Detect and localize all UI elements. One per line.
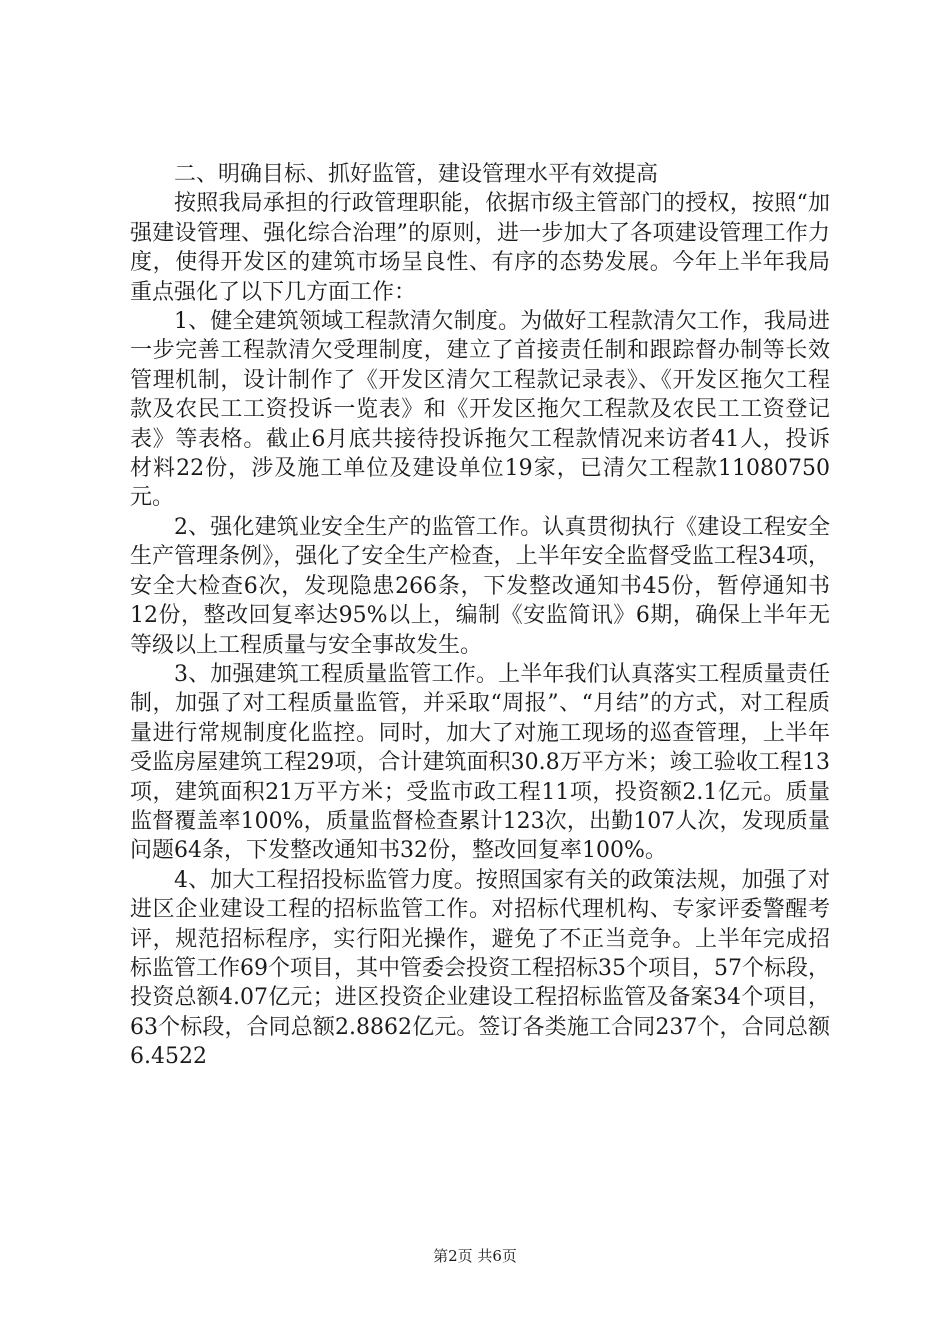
paragraph-intro: 按照我局承担的行政管理职能，依据市级主管部门的授权，按照“加强建设管理、强化综合治理”的原则，进一步加大了各项建设管理工作力度，使得开发区的建筑市场呈良性、有序的态势发展。今年上半年我局重点强化了以下几方面工作：	[130, 191, 830, 305]
document-body	[130, 160, 830, 1072]
paragraph-item-3: 3、加强建筑工程质量监管工作。上半年我们认真落实工程质量责任制，加强了对工程质量监管，并采取“周报”、“月结”的方式，对工程质量进行常规制度化监控。同时，加大了对施工现场的巡查管理，上半年受监房屋建筑工程29项，合计建筑面积30.8万平方米；竣工验收工程13项，建筑面积21万平方米；受监市政工程11项，投资额2.1亿元。质量监督覆盖率100%，质量监督检查累计123次，出勤107人次，发现质量问题64条，下发整改通知书32份，整改回复率100%。	[130, 661, 830, 864]
section-heading: 二、明确目标、抓好监管，建设管理水平有效提高	[174, 162, 659, 187]
paragraph-item-2: 2、强化建筑业安全生产的监管工作。认真贯彻执行《建设工程安全生产管理条例》，强化了安全生产检查，上半年安全监督受监工程34项，安全大检查6次，发现隐患266条，下发整改通知书45份，暂停通知书12份，整改回复率达95%以上，编制《安监简讯》6期，确保上半年无等级以上工程质量与安全事故发生。	[130, 514, 830, 658]
page-number-footer: 第2页 共6页	[433, 1247, 517, 1265]
paragraph-item-1: 1、健全建筑领域工程款清欠制度。为做好工程款清欠工作，我局进一步完善工程款清欠受理制度，建立了首接责任制和跟踪督办制等长效管理机制，设计制作了《开发区清欠工程款记录表》、《开发区拖欠工程款及农民工工资投诉一览表》和《开发区拖欠工程款及农民工工资登记表》等表格。截止6月底共接待投诉拖欠工程款情况来访者41人，投诉材料22份，涉及施工单位及建设单位19家，已清欠工程款11080750元。	[130, 309, 830, 511]
paragraph-item-4: 4、加大工程招投标监管力度。按照国家有关的政策法规，加强了对进区企业建设工程的招标监管工作。对招标代理机构、专家评委警醒考评，规范招标程序，实行阳光操作，避免了不正当竞争。上半年完成招标监管工作69个项目，其中管委会投资工程招标35个项目，57个标段，投资总额4.07亿元；进区投资企业建设工程招标监管及备案34个项目，63个标段，合同总额2.8862亿元。签订各类施工合同237个，合同总额6.4522	[130, 867, 830, 1070]
